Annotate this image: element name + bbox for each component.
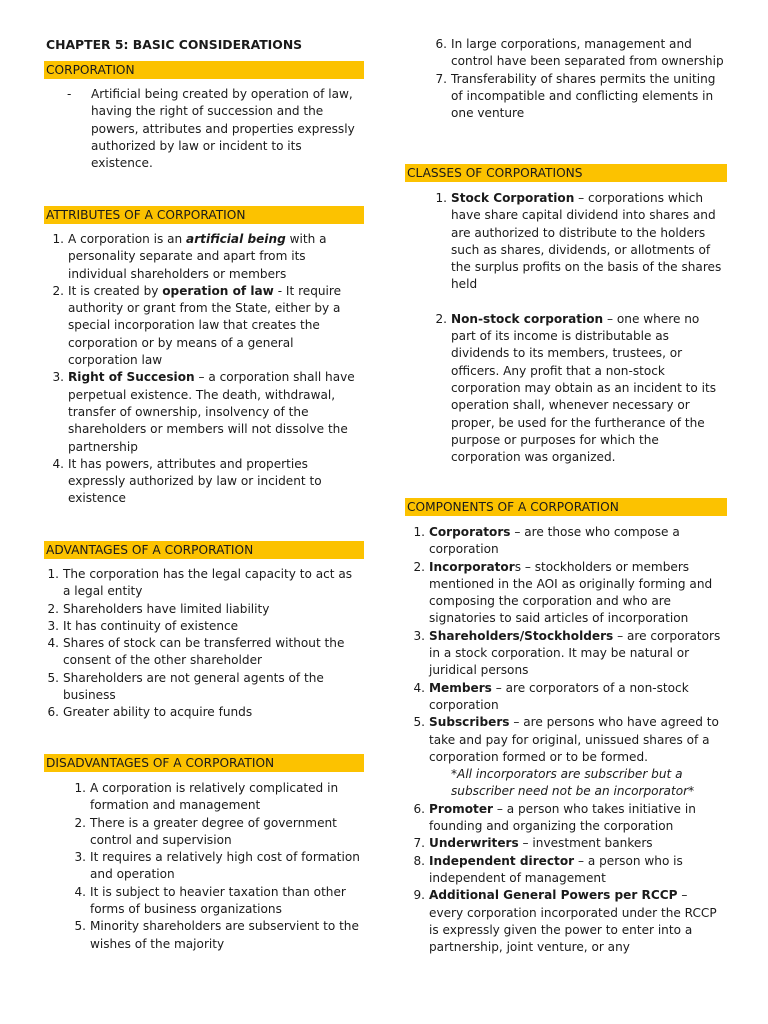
list-item: 2. There is a greater degree of government control and supervision [74,815,337,847]
chapter-title: CHAPTER 5: BASIC CONSIDERATIONS [46,37,303,52]
list-item: 1. A corporation is relatively complicated in formation and management [74,781,339,813]
section-header-components: COMPONENTS OF A CORPORATION [405,498,727,516]
list-spacer [451,294,727,311]
list-item: 6. In large corporations, management and control have been separated from ownership [435,37,724,69]
advantages-list [47,566,363,722]
list-item: 3. It has continuity of existence [47,618,239,633]
list-item: 5. Minority shareholders are subservient to the wishes of the majority [74,919,359,951]
list-item: 5. Shareholders are not general agents of the business [47,670,324,703]
list-item: 4. It has powers, attributes and properties expressly authorized by law or incident to existence [52,456,322,506]
list-item: 2. It is created by operation of law - It require authority or grant from the State, either by a special incorporation law that creates the corporation or by means of a general corporation law [52,283,342,368]
section-header-attributes: ATTRIBUTES OF A CORPORATION [44,206,364,224]
subscriber-note: *All incorporators are subscriber but a subscriber need not be an incorporator* [451,767,695,799]
list-item: 7. Underwriters – investment bankers [413,836,653,851]
attributes-list [52,231,364,508]
list-item: 7. Transferability of shares permits the uniting of incompatible and conflicting elements in one venture [435,71,716,121]
corporation-definition-list [67,86,363,172]
list-item: 3. Right of Succesion – a corporation shall have perpetual existence. The death, withdrawal, transfer of ownership, insolvency of the shareholders or members will not dissolve the partnership [52,370,355,454]
list-item: 1. Corporators – are those who compose a corporation [413,525,680,557]
section-header-advantages: ADVANTAGES OF A CORPORATION [44,541,364,559]
disadvantages-list [74,780,364,953]
list-item: 4. Members – are corporators of a non-stock corporation [413,680,689,712]
corporation-definition: - Artificial being created by operation of law, having the right of succession and the powers, attributes and properties expressly authorized by law or incident to its existence. [67,87,355,171]
list-item: 4. It is subject to heavier taxation than other forms of business organizations [74,884,346,917]
list-item: 4. Shares of stock can be transferred without the consent of the other shareholder [47,636,345,668]
dash-bullet: - [67,87,72,101]
section-header-disadvantages: DISADVANTAGES OF A CORPORATION [44,754,364,772]
list-item: 1. Stock Corporation – corporations which have share capital dividend into shares and are authorized to distribute to the holders such as shares, dividends, or allotments of the surplus profits on the basis of the shares held [435,191,722,292]
classes-list [435,190,727,466]
section-header-classes: CLASSES OF CORPORATIONS [405,164,727,182]
list-item: 3. It requires a relatively high cost of formation and operation [74,850,360,882]
list-item: 2. Non-stock corporation – one where no part of its income is distributable as dividends to its members, trustees, or officers. Any profit that a non-stock corporation may obtain as an incident to its operation shall, whenever necessary or proper, be used for the furtherance of the purpose or purposes for which the corporation was organized. [435,311,717,465]
list-item: 2. Incorporators – stockholders or members mentioned in the AOI as originally forming and composing the corporation and who are signatories to said articles of incorporation [413,559,713,626]
list-item: 1. The corporation has the legal capacity to act as a legal entity [47,567,353,599]
list-item: 9. Additional General Powers per RCCP – every corporation incorporated under the RCCP is expressly given the power to enter into a partnership, joint venture, or any [413,888,717,955]
components-list [413,524,725,956]
list-item: 5. Subscribers – are persons who have agreed to take and pay for original, unissued shares of a corporation formed or to be formed. [413,715,719,764]
continued-list [435,36,727,122]
list-item: 6. Promoter – a person who takes initiative in founding and organizing the corporation [413,801,696,834]
list-item: 8. Independent director – a person who is independent of management [413,853,683,885]
list-item: 2. Shareholders have limited liability [47,601,270,616]
section-header-corporation: CORPORATION [44,61,364,79]
list-item: 6. Greater ability to acquire funds [47,705,253,720]
list-item: 1. A corporation is an artificial being with a personality separate and apart from its individual shareholders or members [52,232,327,281]
list-item: 3. Shareholders/Stockholders – are corporators in a stock corporation. It may be natural or juridical persons [413,628,721,678]
